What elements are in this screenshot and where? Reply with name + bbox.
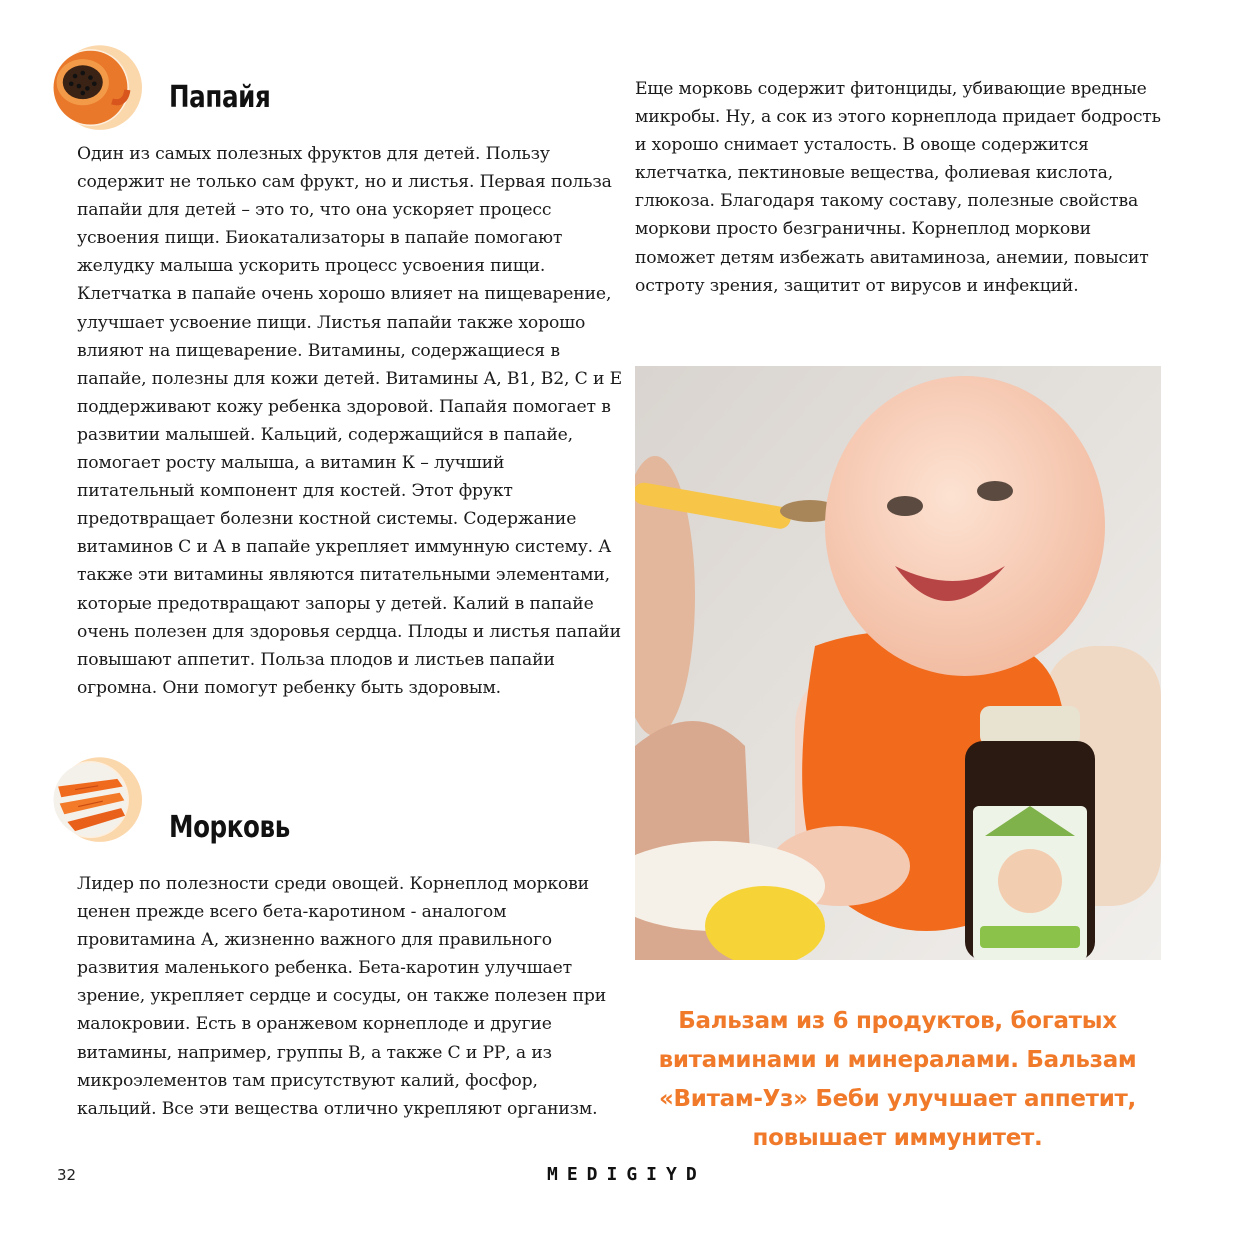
baby-feeding-image — [635, 366, 1161, 960]
carrot-body-text: Лидер по полезности среди овощей. Корнеплод моркови ценен прежде всего бета-каротином - аналогом провитамина А, жизненно важного для правильного развития маленького ребенка. Бета-каротин улучшает зрение, укрепляет сердце и сосуды, он также полезен при малокровии. Есть в оранжевом корнеплоде и другие витамины, например, группы В, а также С и РР, а из микроэлементов там присутствуют калий, фосфор, кальций. Все эти вещества отлично укрепляют организм. — [77, 874, 607, 1119]
papaya-body-text: Один из самых полезных фруктов для детей. Пользу содержит не только сам фрукт, но и листья. Первая польза папайи для детей – это то, что она ускоряет процесс усвоения пищи. Биокатализаторы в папайе помогают желудку малыша ускорить процесс усвоения пищи. Клетчатка в папайе очень хорошо влияет на пищеварение, улучшает усвоение пищи. Листья папайи также хорошо влияют на пищеварение. Витамины, содержащиеся в папайе, полезны для кожи детей. Витамины А, В1, В2, С и Е поддерживают кожу ребенка здоровой. Папайя помогает в развитии малышей. Кальций, содержащийся в папайе, помогает росту малыша, а витамин К – лучший питательный компонент для костей. Этот фрукт предотвращает болезни костной системы. Содержание витаминов С и А в папайе укрепляет иммунную систему. А также эти витамины являются питательными элементами, которые предотвращают запоры у детей. Калий в папайе очень полезен для здоровья сердца. Плоды и листья папайи повышают аппетит. Польза плодов и листьев папайи огромна. Они помогут ребенку быть здоровым. — [77, 144, 622, 698]
product-caption: Бальзам из 6 продуктов, богатых витаминами и минералами. Бальзам «Витам-Уз» Беби улучшает аппетит, повышает иммунитет. — [658, 1008, 1137, 1151]
brand-logo: MEDIGIYD — [547, 1164, 706, 1185]
carrot-continued-text: Еще морковь содержит фитонциды, убивающие вредные микробы. Ну, а сок из этого корнеплода придает бодрость и хорошо снимает усталость. В овоще содержится клетчатка, пектиновые вещества, фолиевая кислота, глюкоза. Благодаря такому составу, полезные свойства моркови просто безграничны. Корнеплод моркови поможет детям избежать авитаминоза, анемии, повысит остроту зрения, защитит от вирусов и инфекций. — [635, 79, 1161, 296]
right-column — [635, 75, 1165, 300]
carrot-title: Морковь — [169, 810, 290, 845]
papaya-icon — [52, 38, 152, 138]
baby-photo — [635, 366, 1161, 960]
page-number: 32 — [57, 1166, 77, 1184]
carrot-icon — [52, 750, 152, 850]
papaya-title: Папайя — [169, 80, 271, 115]
